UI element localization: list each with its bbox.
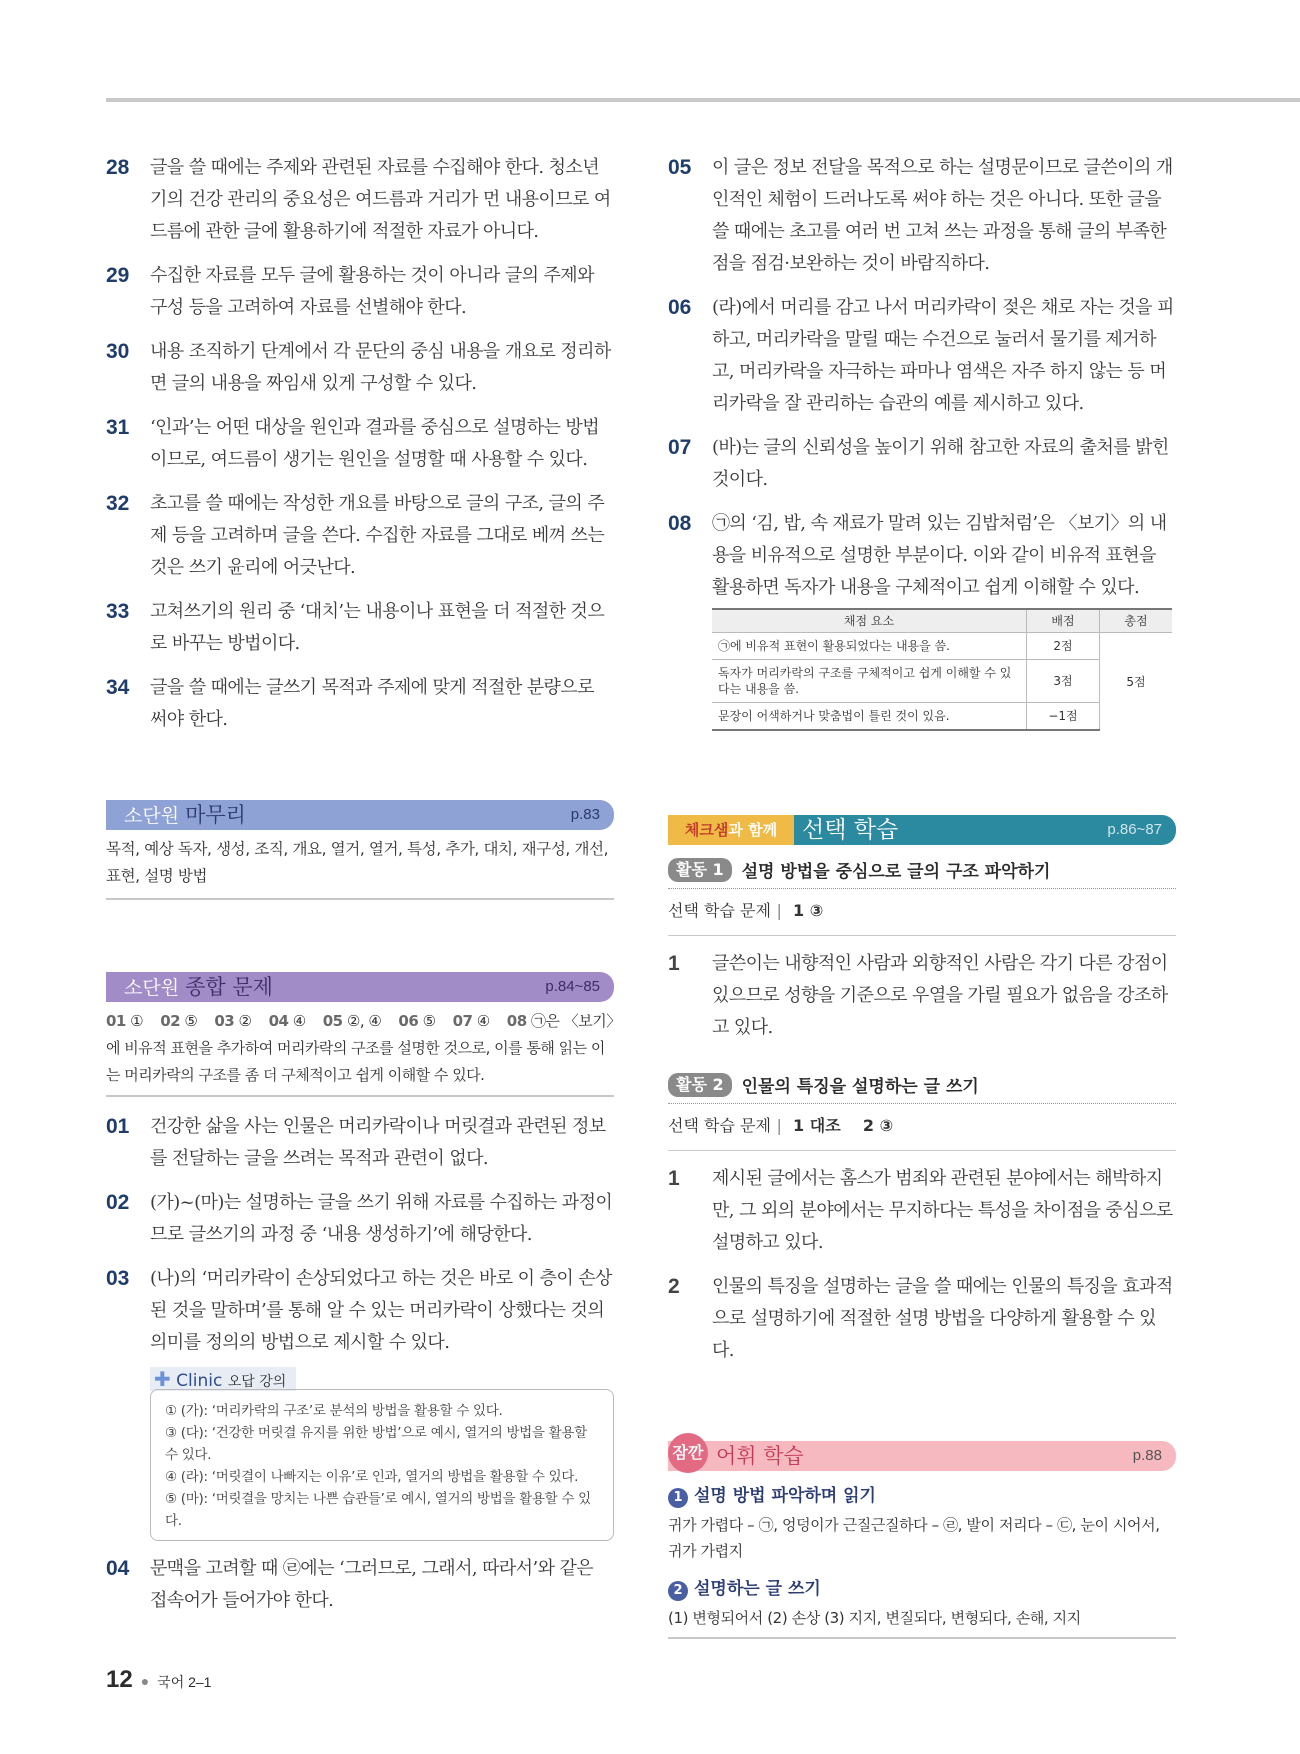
check-label: 체크샘과 함께 [668,815,794,845]
vocab-section-header [668,1441,1176,1471]
top-rule [106,98,1300,102]
answer-item-07: 07 (바)는 글의 신뢰성을 높이기 위해 참고한 자료의 출처를 밝힌 것이다. [668,436,1169,490]
activity-1-answers: 선택 학습 문제 | 1 ③ [668,889,1176,936]
answer-item-01: 01 건강한 삶을 사는 인물은 머리카락이나 머릿결과 관련된 정보를 전달하는 글을 쓰려는 목적과 관련이 없다. [106,1115,606,1169]
clinic-line: ⑤ (마): ‘머릿결을 망치는 나쁜 습관들’로 예시, 열거의 방법을 활용할 수 있다. [165,1491,591,1529]
answer-item-30: 30 내용 조직하기 단계에서 각 문단의 중심 내용을 개요로 정리하면 글의 내용을 짜임새 있게 구성할 수 있다. [106,340,611,394]
clinic-box [150,1389,614,1541]
scoring-table [712,608,1172,731]
answer-item-04: 04 문맥을 고려할 때 ㉣에는 ‘그러므로, 그래서, 따라서’와 같은 접속어가 들어가야 한다. [106,1557,594,1611]
activity-2-item-1: 1 제시된 글에서는 홈스가 범죄와 관련된 분야에서는 해박하지만, 그 외의 분야에서는 무지하다는 특성을 차이점을 중심으로 설명하고 있다. [668,1167,1173,1253]
clinic-line: ① (가): ‘머리카락의 구조’로 분석의 방법을 활용할 수 있다. [165,1403,503,1419]
clinic-line: ③ (다): ‘건강한 머릿결 유지를 위한 방법’으로 예시, 열거의 방법을 활용할 수 있다. [165,1425,587,1463]
vocab-text-1: 귀가 가렵다 – ㉠, 엉덩이가 근질근질하다 – ㉣, 발이 저리다 – ㉢, 눈이 시어서, 귀가 가렵지 [668,1516,1160,1560]
activity-2-item-2: 2 인물의 특징을 설명하는 글을 쓸 때에는 인물의 특징을 효과적으로 설명하기에 적절한 설명 방법을 다양하게 활용할 수 있다. [668,1275,1173,1361]
page-ref: p.83 [570,806,600,823]
section-title: 종합 문제 [185,975,273,999]
page-ref: p.86~87 [1107,821,1162,838]
plus-icon: ✚ [154,1367,171,1391]
page-ref: p.88 [1132,1447,1162,1464]
page-ref: p.84~85 [545,978,600,995]
comprehensive-section-header [106,972,614,1002]
answer-item-32: 32 초고를 쓸 때에는 작성한 개요를 바탕으로 글의 구조, 글의 주제 등을 고려하며 글을 쓴다. 수집한 자료를 그대로 베껴 쓰는 것은 쓰기 윤리에 어긋난다. [106,492,605,578]
left-column [106,152,614,1629]
table-row: 문장이 어색하거나 맞춤법이 틀린 것이 있음. −1점 [712,703,1172,731]
activity-1-header: 활동 1 설명 방법을 중심으로 글의 구조 파악하기 [668,857,1176,889]
col-header: 총점 [1100,609,1173,633]
activity-2-answers: 선택 학습 문제 | 1 대조 2 ③ [668,1116,894,1135]
answer-item-31: 31 ‘인과’는 어떤 대상을 원인과 결과를 중심으로 설명하는 방법이므로, 여드름이 생기는 원인을 설명할 때 사용할 수 있다. [106,416,600,470]
col-header: 채점 요소 [712,609,1027,633]
answer-item-03: 03 (나)의 ‘머리카락이 손상되었다고 하는 것은 바로 이 층이 손상된 것을 말하며’를 통해 알 수 있는 머리카락이 상했다는 것의 의미를 정의의 방법으로 제시할 수 있다. [106,1267,612,1353]
answer-item-05: 05 이 글은 정보 전달을 목적으로 하는 설명문이므로 글쓴이의 개인적인 체험이 드러나도록 써야 하는 것은 아니다. 또한 글을 쓸 때에는 초고를 여러 번 고쳐 쓰는 과정을 통해 글의 부족한 점을 점검·보완하는 것이 바람직하다. [668,156,1173,274]
vocab-heading-2: 2 설명하는 글 쓰기 [668,1574,1176,1601]
vocab-text-2: (1) 변형되어서 (2) 손상 (3) 지지, 변질되다, 변형되다, 손해, 지지 [668,1601,1176,1639]
answer-item-34: 34 글을 쓸 때에는 글쓰기 목적과 주제에 맞게 적절한 분량으로 써야 한다. [106,676,594,730]
col-header: 배점 [1027,609,1100,633]
answer-item-08: 08 ㉠의 ‘김, 밥, 속 재료가 말려 있는 김밥처럼’은 〈보기〉의 내용을 비유적으로 설명한 부분이다. 이와 같이 비유적 표현을 활용하면 독자가 내용을 구체적이고 쉽게 이해할 수 있다. [668,512,1167,598]
answer-08-explanation: 〈보기〉에 비유적 표현을 추가하여 머리카락의 구조를 설명한 것으로, 이를 통해 읽는 이는 머리카락의 구조를 좀 더 구체적이고 쉽게 이해할 수 있다. [106,1012,614,1084]
answer-item-29: 29 수집한 자료를 모두 글에 활용하는 것이 아니라 글의 주제와 구성 등을 고려하여 자료를 선별해야 한다. [106,264,594,318]
clinic-line: ④ (라): ‘머릿결이 나빠지는 이유’로 인과, 열거의 방법을 활용할 수 있다. [165,1469,579,1485]
section-title: 선택 학습 [802,817,899,843]
page-footer [106,1666,211,1694]
clinic-tag: ✚ Clinic 오답 강의 [150,1367,296,1391]
vocab-badge: 잠깐 [668,1433,708,1473]
section-label: 소단원 [124,977,180,999]
answer-item-28: 28 글을 쓸 때에는 주제와 관련된 자료를 수집해야 한다. 청소년기의 건강 관리의 중요성은 여드름과 거리가 먼 내용이므로 여드름에 관한 글에 활용하기에 적절한 자료가 아니다. [106,156,611,242]
section-title: 어휘 학습 [716,1444,804,1468]
table-row: ㉠에 비유적 표현이 활용되었다는 내용을 씀. 2점 5점 [712,633,1172,660]
review-section-header [106,800,614,830]
selection-section-header [668,815,1176,845]
answer-item-33: 33 고쳐쓰기의 원리 중 ‘대치’는 내용이나 표현을 더 적절한 것으로 바꾸는 방법이다. [106,600,605,654]
right-column [668,152,1176,1639]
book-title: 국어 2–1 [157,1674,212,1690]
activity-2-header: 활동 2 인물의 특징을 설명하는 글 쓰기 [668,1072,1176,1104]
vocab-heading-1: 1 설명 방법 파악하며 읽기 [668,1481,1176,1508]
page-number: 12 [106,1666,133,1693]
review-summary: 목적, 예상 독자, 생성, 조직, 개요, 열거, 열거, 특성, 추가, 대치, 재구성, 개선, 표현, 설명 방법 [106,830,614,900]
answer-key: 01 ① 02 ⑤ 03 ② 04 ④ 05 ②, ④ 06 ⑤ 07 ④ 08 ㉠은 〈보기〉에 비유적 표현을 추가하여 머리카락의 구조를 설명한 것으로, 이를 통해 읽는 이는 머리카락의 구조를 좀 더 구체적이고 쉽게 이해할 수 있다. [106,1002,614,1097]
answer-item-02: 02 (가)~(마)는 설명하는 글을 쓰기 위해 자료를 수집하는 과정이므로 글쓰기의 과정 중 ‘내용 생성하기’에 해당한다. [106,1191,613,1245]
activity-1-item-1: 1 글쓴이는 내향적인 사람과 외향적인 사람은 각기 다른 강점이 있으므로 성향을 기준으로 우열을 가릴 필요가 없음을 강조하고 있다. [668,952,1168,1038]
section-title: 마무리 [185,803,246,827]
total-points: 5점 [1100,633,1173,731]
table-row: 독자가 머리카락의 구조를 구체적이고 쉽게 이해할 수 있다는 내용을 씀. 3점 [712,660,1172,703]
section-label: 소단원 [124,805,180,827]
bullet-icon: ● [140,1672,150,1689]
answer-item-06: 06 (라)에서 머리를 감고 나서 머리카락이 젖은 채로 자는 것을 피하고, 머리카락을 말릴 때는 수건으로 눌러서 물기를 제거하고, 머리카락을 자극하는 파마나 염색은 자주 하지 않는 등 머리카락을 잘 관리하는 습관의 예를 제시하고 있다. [668,296,1174,414]
